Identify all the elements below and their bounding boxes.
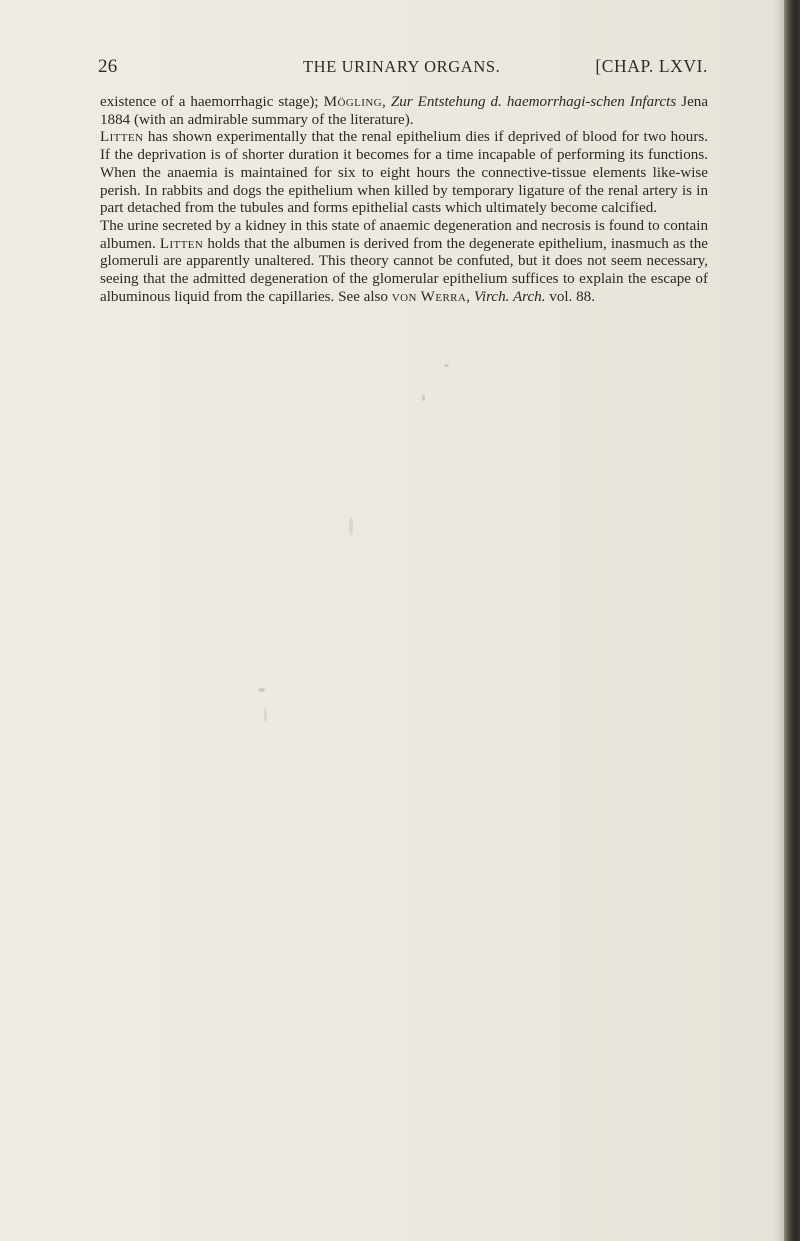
author-name: Mögling: [323, 94, 383, 110]
work-title: Zur Entstehung d. haemorrhagi-schen Infarcts: [390, 94, 677, 110]
author-name: von Werra: [391, 288, 467, 305]
paragraph-3: [100, 218, 708, 307]
paper-speck: [258, 688, 265, 692]
text-segment: vol. 88.: [545, 288, 595, 305]
running-title: THE URINARY ORGANS.: [303, 57, 501, 76]
paragraph-1: [100, 94, 708, 129]
text-segment: has shown experimentally that the renal epithelium dies if deprived of blood for two hours. If the deprivation is of shorter duration it becomes for a time incapable of performing its functions. When the anaemia is maintained for six to eight hours the connective-tissue elements like-wise perish. In rabbits and dogs the epithelium when killed by temporary ligature of the renal artery is in part detached from the tubules and forms epithelial casts which ultimately become calcified.: [100, 129, 708, 217]
paper-speck: [422, 395, 425, 401]
running-head: [98, 56, 708, 82]
text-segment: Jena 1884 (with an admirable summary of the literature).: [100, 94, 709, 128]
text-segment: ,: [382, 94, 391, 110]
binding-shadow: [774, 0, 784, 1241]
paper-speck: [264, 708, 267, 722]
binding-edge: [784, 0, 800, 1241]
paper-speck: [349, 518, 353, 536]
text-segment: The urine secreted by a kidney in this state of anaemic degeneration and necrosis is found to contain albumen.: [100, 217, 708, 252]
body-text: [100, 94, 708, 306]
journal-title: Virch. Arch.: [473, 288, 546, 305]
page-number: 26: [98, 56, 118, 77]
text-segment: existence of a haemorrhagic stage);: [100, 94, 324, 110]
paper-speck: [444, 364, 449, 367]
text-segment: ,: [466, 288, 474, 305]
author-name: Litten: [159, 235, 204, 252]
text-segment: holds that the albumen is derived from the degenerate epithelium, inasmuch as the glomeruli are apparently unaltered. This theory cannot be confuted, but it does not seem necessary, seeing that the admitted degeneration of the glomerular epithelium suffices to explain the escape of albuminous liquid from the capillaries. See also: [100, 235, 708, 305]
author-name: Litten: [100, 129, 144, 146]
chapter-label: [CHAP. LXVI.: [595, 56, 708, 76]
paragraph-2: [100, 129, 708, 218]
